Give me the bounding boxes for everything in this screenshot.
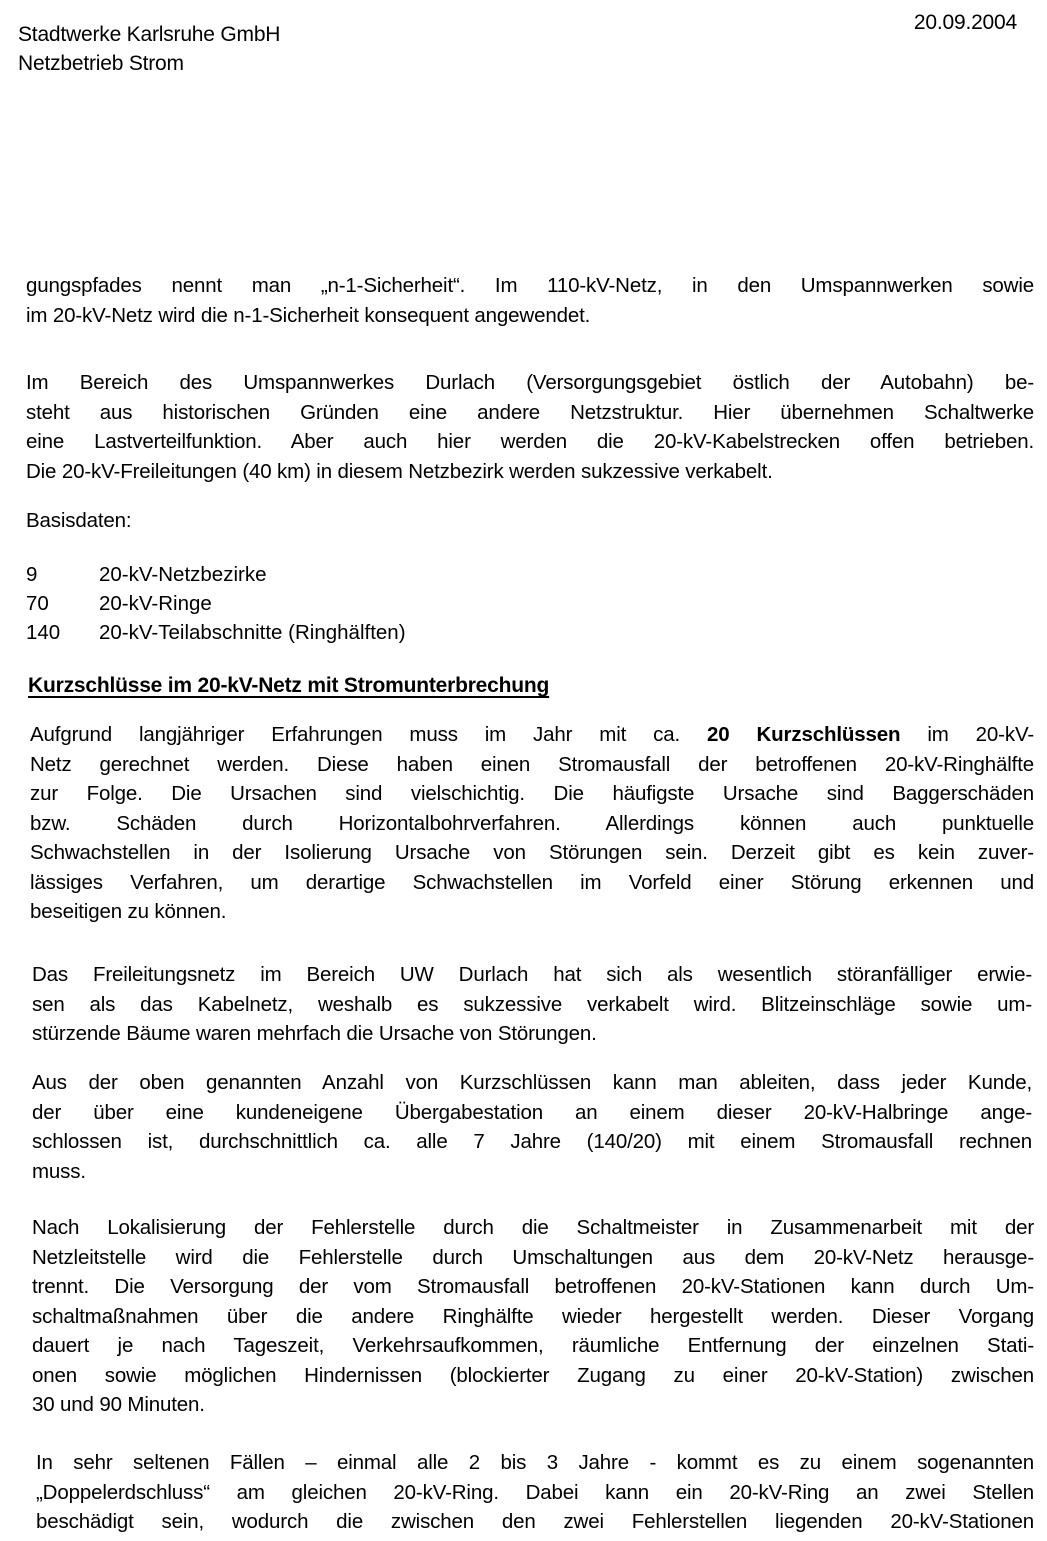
paragraph-n1-sicherheit [26, 271, 1034, 330]
text-line: Nach Lokalisierung der Fehlerstelle durch die Schaltmeister in Zusammenarbeit mit der [32, 1216, 1034, 1239]
document-date: 20.09.2004 [913, 11, 1017, 34]
list-item-label: 20-kV-Netzbezirke [99, 563, 267, 586]
list-item-label: 20-kV-Teilabschnitte (Ringhälften) [99, 621, 406, 644]
text-line: In sehr seltenen Fällen – einmal alle 2 bis 3 Jahre - kommt es zu einem sogenannten [36, 1451, 1034, 1474]
text-line: 30 und 90 Minuten. [32, 1393, 205, 1416]
list-item-number: 140 [26, 621, 61, 644]
text-line: Netzleitstelle wird die Fehlerstelle durch Umschaltungen aus dem 20-kV-Netz herausge- [32, 1245, 1034, 1269]
text-line: Netz gerechnet werden. Diese haben einen Stromausfall der betroffenen 20-kV-Ringhälfte [30, 752, 1034, 776]
text-line: steht aus historischen Gründen eine andere Netzstruktur. Hier übernehmen Schaltwerke [26, 400, 1034, 424]
text-line: muss. [32, 1159, 86, 1183]
text-line: beseitigen zu können. [30, 900, 227, 923]
text-line: Im Bereich des Umspannwerkes Durlach (Versorgungsgebiet östlich der Autobahn) be- [26, 371, 1034, 394]
emphasis: 20 Kurzschlüssen [707, 723, 901, 746]
text-line: Aufgrund langjähriger Erfahrungen muss im Jahr mit ca. 20 Kurzschlüssen im 20-kV- [30, 723, 1035, 746]
text-line: sen als das Kabelnetz, weshalb es sukzessive verkabelt wird. Blitzeinschläge sowie um- [32, 992, 1032, 1016]
text-line: bzw. Schäden durch Horizontalbohrverfahren. Allerdings können auch punktuelle [30, 811, 1034, 835]
paragraph-freileitungsnetz [32, 960, 1032, 1049]
text-line: stürzende Bäume waren mehrfach die Ursache von Störungen. [32, 1022, 597, 1045]
basisdaten-label: Basisdaten: [26, 509, 132, 532]
text-line: schlossen ist, durchschnittlich ca. alle 7 Jahre (140/20) mit einem Stromausfall rechnen [32, 1130, 1032, 1153]
list-item-number: 9 [26, 563, 38, 586]
text-line: zur Folge. Die Ursachen sind vielschichtig. Die häufigste Ursache sind Baggerschäden [30, 782, 1034, 805]
text-line: Schwachstellen in der Isolierung Ursache von Störungen sein. Derzeit gibt es kein zuver- [30, 841, 1034, 864]
text-line: trennt. Die Versorgung der vom Stromausfall betroffenen 20-kV-Stationen kann durch Um- [32, 1275, 1034, 1298]
list-item-number: 70 [26, 592, 49, 615]
text-line: Das Freileitungsnetz im Bereich UW Durlach hat sich als wesentlich störanfälliger erwie- [32, 963, 1032, 986]
company-name: Stadtwerke Karlsruhe GmbH [18, 23, 281, 46]
text-line: der über eine kundeneigene Übergabestation an einem dieser 20-kV-Halbringe ange- [32, 1100, 1032, 1124]
paragraph-lokalisierung [32, 1213, 1034, 1420]
text-line: im 20-kV-Netz wird die n-1-Sicherheit konsequent angewendet. [26, 303, 591, 327]
text-line: eine Lastverteilfunktion. Aber auch hier werden die 20-kV-Kabelstrecken offen betrieben. [26, 430, 1034, 453]
list-item [26, 560, 406, 589]
text-line: onen sowie möglichen Hindernissen (blockierter Zugang zu einer 20-kV-Station) zwischen [32, 1363, 1034, 1387]
letterhead [18, 20, 280, 78]
paragraph-doppelerdschluss [36, 1448, 1034, 1537]
list-item-label: 20-kV-Ringe [99, 592, 212, 615]
text-line: beschädigt sein, wodurch die zwischen den zwei Fehlerstellen liegenden 20-kV-Stationen [36, 1510, 1034, 1533]
department-name: Netzbetrieb Strom [18, 52, 184, 75]
list-item [26, 589, 406, 618]
paragraph-durlach [26, 368, 1034, 486]
text-line: dauert je nach Tageszeit, Verkehrsaufkommen, räumliche Entfernung der einzelnen Stati- [32, 1334, 1034, 1357]
text-line: „Doppelerdschluss“ am gleichen 20-kV-Ring. Dabei kann ein 20-kV-Ring an zwei Stellen [36, 1480, 1034, 1504]
paragraph-anzahl [32, 1068, 1032, 1186]
text-line: Aus der oben genannten Anzahl von Kurzschlüssen kann man ableiten, dass jeder Kunde, [32, 1071, 1032, 1094]
text-line: lässiges Verfahren, um derartige Schwachstellen im Vorfeld einer Störung erkennen und [30, 870, 1034, 894]
paragraph-kurzschluesse [30, 720, 1034, 927]
text-line: schaltmaßnahmen über die andere Ringhälfte wieder hergestellt werden. Dieser Vorgang [32, 1304, 1034, 1328]
text-line: gungspfades nennt man „n-1-Sicherheit“. Im 110-kV-Netz, in den Umspannwerken sowie [26, 274, 1034, 297]
text-line: Die 20-kV-Freileitungen (40 km) in diesem Netzbezirk werden sukzessive verkabelt. [26, 459, 773, 483]
list-item [26, 618, 406, 647]
basisdaten-list [26, 560, 406, 647]
section-heading: Kurzschlüsse im 20-kV-Netz mit Stromunterbrechung [28, 674, 550, 697]
